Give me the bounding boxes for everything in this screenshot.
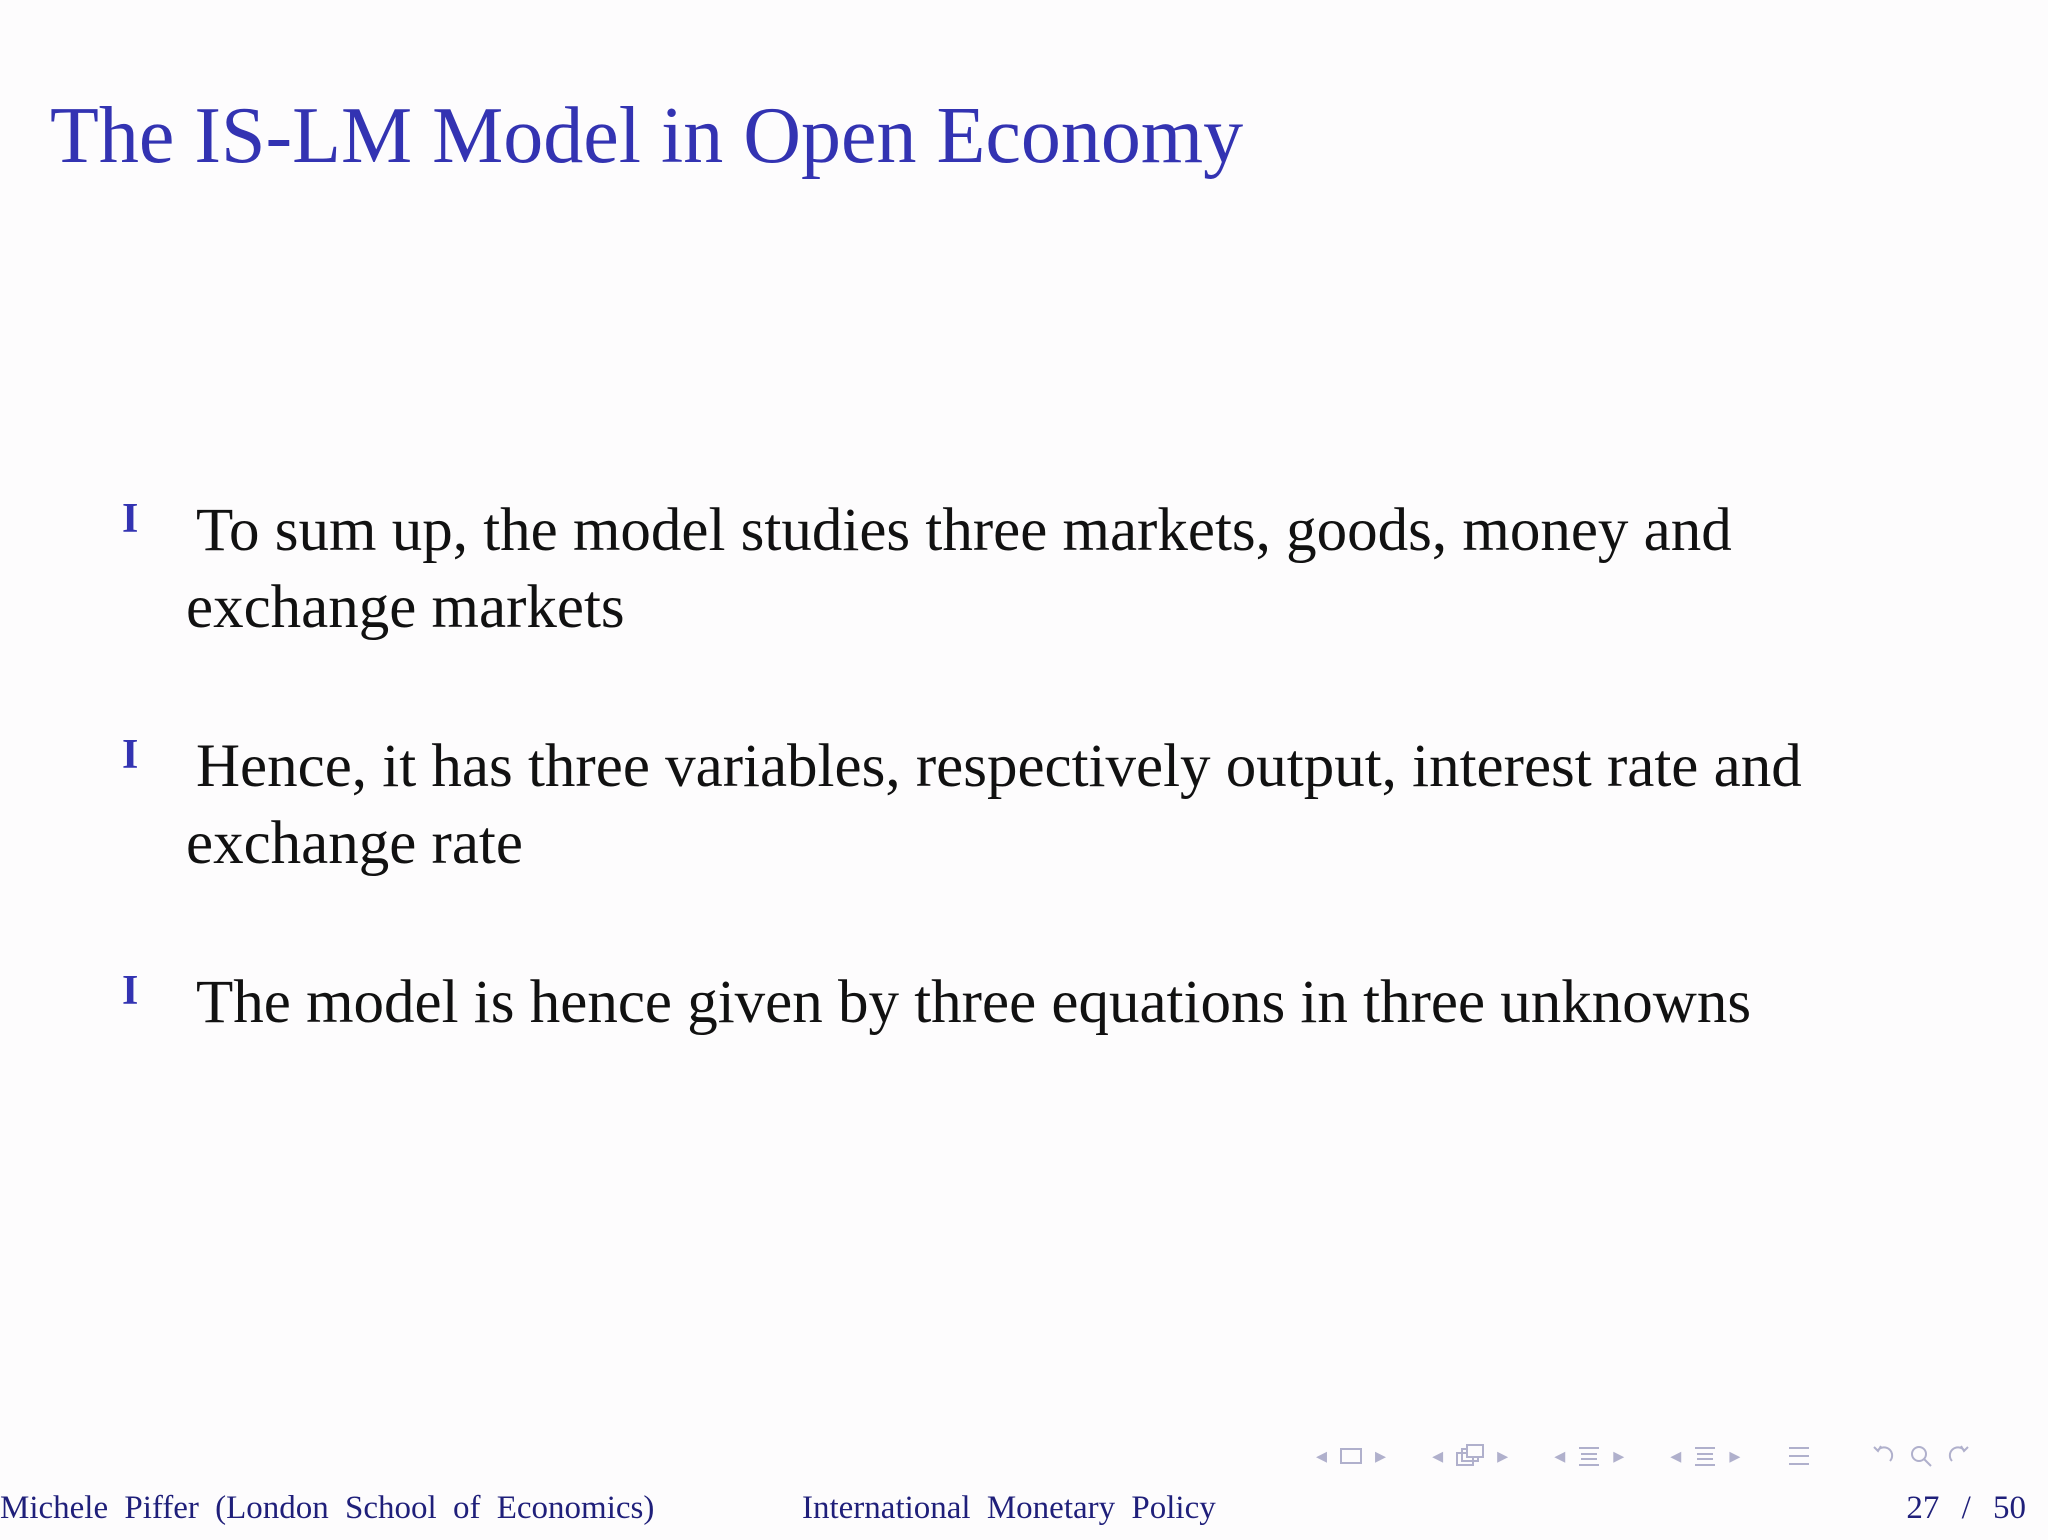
align-icon[interactable] bbox=[1786, 1444, 1812, 1468]
bullet-marker-icon: I bbox=[122, 496, 139, 542]
bullet-text-line: exchange rate bbox=[186, 810, 523, 877]
bullet-text-line: exchange markets bbox=[186, 574, 625, 641]
bullet-text-line: To sum up, the model studies three markets, goods, money and bbox=[196, 497, 1732, 564]
bullet-item bbox=[122, 728, 1922, 882]
subsection-next-icon[interactable]: ▸ bbox=[1497, 1443, 1509, 1469]
bullet-item bbox=[122, 964, 1922, 1041]
bullet-marker-icon: I bbox=[122, 968, 139, 1014]
subsection-nav-group bbox=[1426, 1443, 1514, 1469]
page-total: 50 bbox=[1993, 1490, 2026, 1526]
section-icon[interactable] bbox=[1577, 1444, 1601, 1468]
section-next-icon[interactable]: ▸ bbox=[1613, 1443, 1625, 1469]
section-prev-icon[interactable]: ◂ bbox=[1554, 1443, 1566, 1469]
part-prev-icon[interactable]: ◂ bbox=[1670, 1443, 1682, 1469]
page-current: 27 bbox=[1906, 1490, 1940, 1526]
bullet-list bbox=[122, 492, 1922, 1041]
subsection-icon[interactable] bbox=[1455, 1443, 1485, 1469]
forward-icon[interactable] bbox=[1946, 1443, 1972, 1469]
frame-nav-group bbox=[1310, 1444, 1392, 1469]
bullet-text-line: Hence, it has three variables, respectively output, interest rate and bbox=[196, 733, 1802, 800]
frame-icon[interactable] bbox=[1339, 1447, 1363, 1465]
part-nav-group bbox=[1664, 1444, 1746, 1469]
slide-footer bbox=[0, 1486, 2048, 1526]
frame-next-icon[interactable]: ▸ bbox=[1375, 1443, 1387, 1469]
bullet-item bbox=[122, 492, 1922, 646]
slide-title: The IS-LM Model in Open Economy bbox=[50, 92, 1244, 180]
align-group bbox=[1780, 1444, 1818, 1468]
back-icon[interactable] bbox=[1870, 1443, 1896, 1469]
search-icon[interactable] bbox=[1908, 1443, 1934, 1469]
part-next-icon[interactable]: ▸ bbox=[1729, 1443, 1741, 1469]
subsection-prev-icon[interactable]: ◂ bbox=[1432, 1443, 1444, 1469]
history-search-group bbox=[1864, 1443, 1978, 1469]
beamer-navigation-bar bbox=[1310, 1436, 1978, 1476]
bullet-text-line: The model is hence given by three equations in three unknowns bbox=[196, 969, 1752, 1036]
footer-author: Michele Piffer (London School of Economics) bbox=[0, 1490, 655, 1526]
page-separator: / bbox=[1961, 1490, 1971, 1526]
footer-course-title: International Monetary Policy bbox=[802, 1490, 1216, 1526]
part-icon[interactable] bbox=[1693, 1444, 1717, 1468]
section-nav-group bbox=[1548, 1444, 1630, 1469]
frame-prev-icon[interactable]: ◂ bbox=[1316, 1443, 1328, 1469]
footer-page-number bbox=[1906, 1490, 2026, 1527]
bullet-marker-icon: I bbox=[122, 732, 139, 778]
